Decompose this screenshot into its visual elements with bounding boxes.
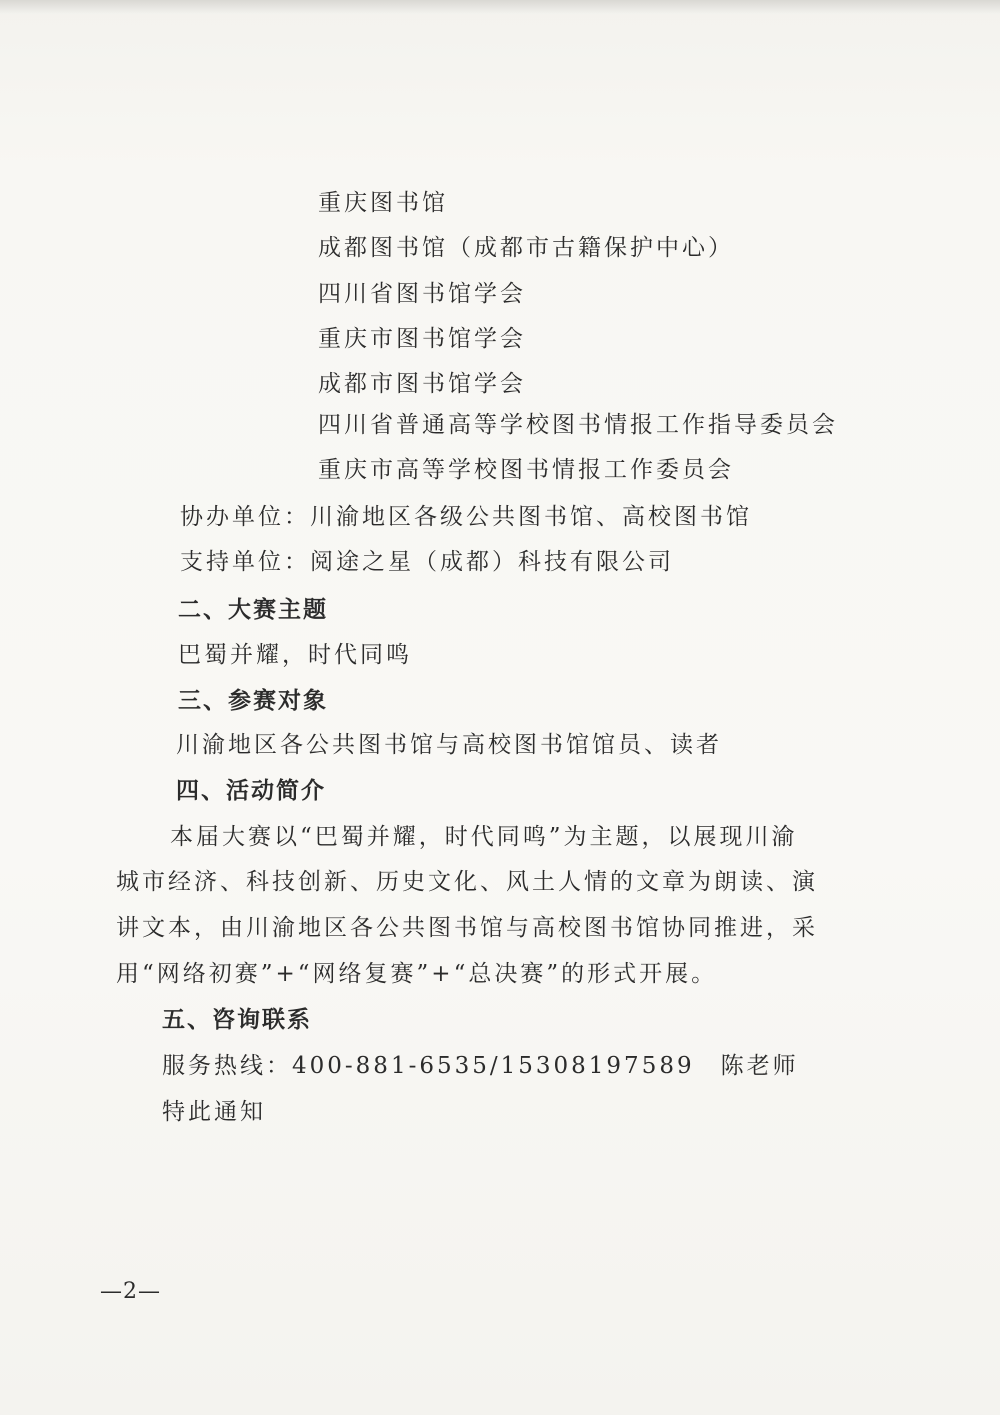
hotline-text: 服务热线：400-881-6535/15308197589 陈老师 [162, 1053, 799, 1079]
participants-text: 川渝地区各公共图书馆与高校图书馆馆员、读者 [176, 732, 722, 758]
section-heading-contact: 五、咨询联系 [162, 1007, 312, 1033]
scan-top-edge [0, 0, 1000, 14]
intro-line: 用“网络初赛”+“网络复赛”+“总决赛”的形式开展。 [116, 961, 718, 987]
supporter-line: 支持单位：阅途之星（成都）科技有限公司 [180, 549, 674, 575]
organizer-line: 重庆图书馆 [318, 190, 448, 216]
co-organizer-line: 协办单位：川渝地区各级公共图书馆、高校图书馆 [180, 504, 752, 530]
section-heading-theme: 二、大赛主题 [178, 597, 328, 623]
organizer-line: 四川省普通高等学校图书情报工作指导委员会 [318, 412, 838, 438]
page-number: —2— [100, 1279, 161, 1304]
section-heading-intro: 四、活动简介 [176, 778, 326, 804]
organizer-line: 四川省图书馆学会 [318, 281, 526, 307]
organizer-line: 成都市图书馆学会 [318, 371, 526, 397]
organizer-line: 成都图书馆（成都市古籍保护中心） [318, 235, 734, 261]
organizer-line: 重庆市高等学校图书情报工作委员会 [318, 457, 734, 483]
closing-text: 特此通知 [162, 1099, 266, 1125]
section-heading-participants: 三、参赛对象 [178, 688, 328, 714]
organizer-line: 重庆市图书馆学会 [318, 326, 526, 352]
intro-line: 本届大赛以“巴蜀并耀，时代同鸣”为主题，以展现川渝 [170, 824, 798, 850]
intro-line: 城市经济、科技创新、历史文化、风土人情的文章为朗读、演 [116, 869, 818, 895]
theme-text: 巴蜀并耀，时代同鸣 [178, 642, 412, 668]
intro-line: 讲文本，由川渝地区各公共图书馆与高校图书馆协同推进，采 [116, 915, 818, 941]
